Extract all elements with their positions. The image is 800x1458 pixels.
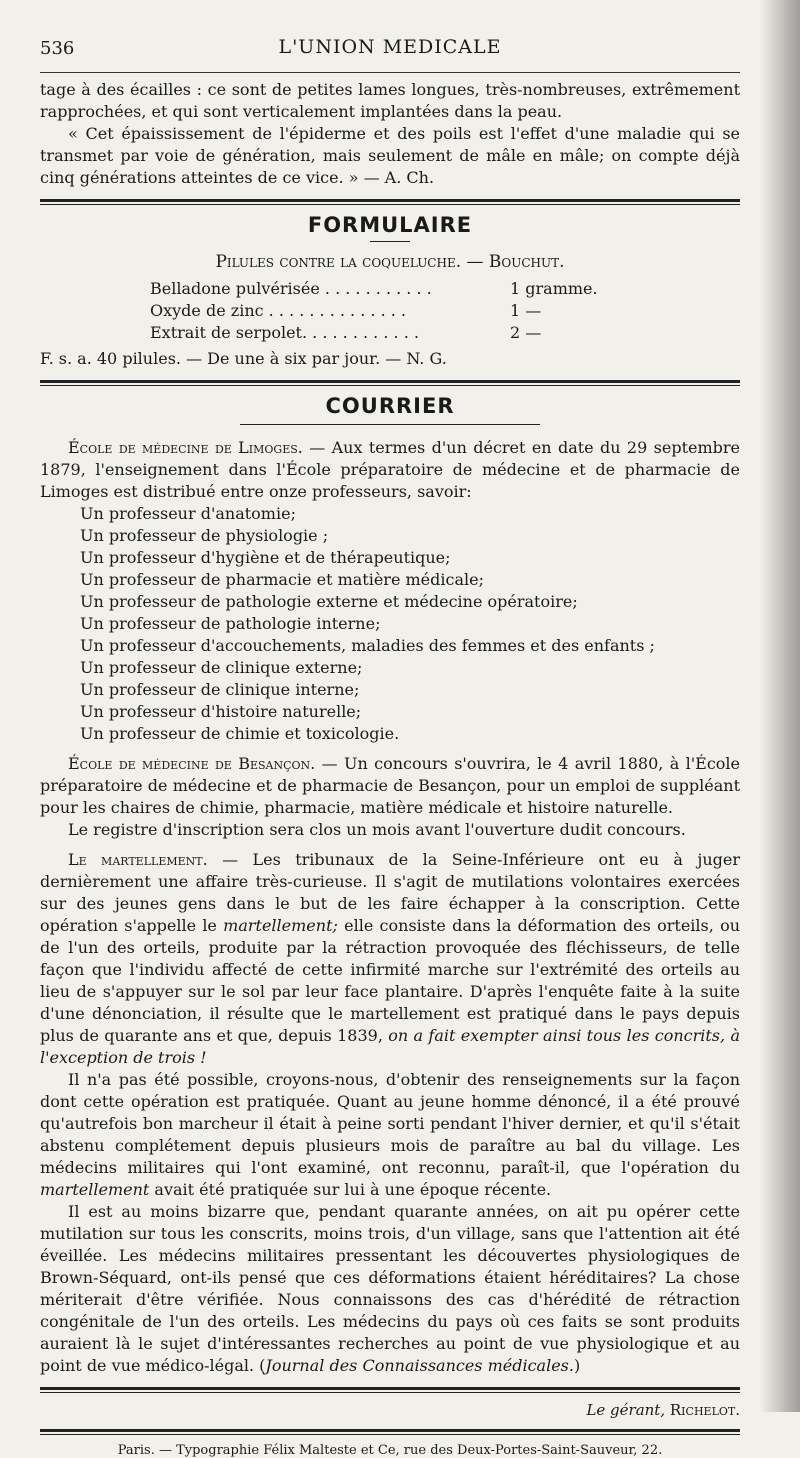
martellement-text: — Les tribunaux de la Seine-Inférieure ont eu à juger dernièrement une affaire très-curieuse. Il s'agit de mutilations volontaires exercées sur des jeunes gens dans le but de les faire échapper à la conscription. Cette opération s'appelle le: [40, 850, 740, 935]
list-item: Un professeur d'accouchements, maladies des femmes et des enfants ;: [80, 636, 655, 655]
paragraph-text: Il est au moins bizarre que, pendant quarante années, on ait pu opérer cette mutilation sur tous les conscrits, moins trois, d'un village, sans que l'attention ait été éveillée. Les médecins militaires pressentant les découvertes physiologiques de Brown-Séquard, ont-ils pensé que ces déformations étaient héréditaires? La chose mériterait d'être vérifiée. Nous connaissons des cas d'hérédité de rétraction congénitale de l'un des orteils. Les médecins du pays où ces faits se sont produits auraient là le sujet d'intéressantes recherches au point de vue physiologique et au point de vue médico-légal. (: [40, 1202, 740, 1375]
ingredient-quantity: 1 —: [510, 301, 542, 320]
signature-label: Le gérant,: [586, 1401, 666, 1419]
quote-paragraph: « Cet épaississement de l'épiderme et des poils est l'effet d'une maladie qui se transmet par voie de génération, mais seulement de mâle en mâle; on compte déjà cinq générations atteintes de ce vice. » — A. Ch.: [40, 124, 740, 187]
signature: [40, 1401, 740, 1419]
signature-name: Richelot.: [669, 1401, 740, 1419]
limoges-lead: École de médecine de Limoges.: [68, 438, 303, 457]
section-divider: [40, 199, 740, 205]
section-divider: [40, 1429, 740, 1435]
limoges-text: — Aux termes d'un décret en date du 29 septembre 1879, l'enseignement dans l'École préparatoire de médecine et de pharmacie de Limoges est distribué entre onze professeurs, savoir:: [40, 438, 740, 501]
list-item: Un professeur de physiologie ;: [80, 526, 329, 545]
recipe-ingredient: [40, 300, 740, 322]
list-item: Un professeur de pharmacie et matière médicale;: [80, 570, 484, 589]
list-item: Un professeur de chimie et toxicologie.: [80, 724, 400, 743]
list-item: Un professeur de clinique externe;: [80, 658, 363, 677]
recipe-ingredient: [40, 278, 740, 300]
ingredient-name: Oxyde de zinc . . . . . . . . . . . . . .: [150, 301, 406, 320]
ingredient-name: Belladone pulvérisée . . . . . . . . . . .: [150, 279, 432, 298]
section-divider: [40, 380, 740, 386]
recipe-ingredient: [40, 322, 740, 344]
ingredient-quantity: 2 —: [510, 323, 542, 342]
professor-list: [40, 503, 740, 745]
paragraph-text: ): [573, 1356, 581, 1375]
list-item: Un professeur d'anatomie;: [80, 504, 296, 523]
page-edge-shadow: [760, 0, 800, 1412]
besancon-registration: Le registre d'inscription sera clos un mois avant l'ouverture dudit concours.: [68, 820, 686, 839]
recipe-note: F. s. a. 40 pilules. — De une à six par jour. — N. G.: [40, 349, 447, 368]
continued-paragraph: tage à des écailles : ce sont de petites lames longues, très-nombreuses, extrêmement rapprochées, et qui sont verticalement implantées dans la peau.: [40, 80, 740, 121]
list-item: Un professeur de clinique interne;: [80, 680, 360, 699]
martellement-lead: Le martellement.: [68, 850, 208, 869]
journal-title: L'UNION MEDICALE: [278, 36, 502, 58]
journal-page: [40, 28, 740, 1458]
paragraph-text: avait été pratiquée sur lui à une époque récente.: [149, 1180, 552, 1199]
martellement-emphasis: on a fait exempter ainsi tous les concrits, à l'exception de trois !: [40, 1026, 740, 1067]
martellement-term: martellement: [40, 1180, 150, 1199]
besancon-paragraph: [40, 753, 740, 819]
header-rule: [40, 72, 740, 73]
martellement-paragraph-2: [40, 1069, 740, 1201]
ingredient-name: Extrait de serpolet. . . . . . . . . . . .: [150, 323, 419, 342]
printer-imprint: Paris. — Typographie Félix Malteste et Ce, rue des Deux-Portes-Saint-Sauveur, 22.: [117, 1443, 663, 1458]
heading-underline: [370, 241, 410, 242]
courrier-heading: COURRIER: [325, 394, 455, 418]
page-number: 536: [40, 38, 75, 59]
heading-underline: [240, 424, 540, 425]
recipe-title: Pilules contre la coqueluche. — Bouchut.: [215, 252, 565, 272]
list-item: Un professeur de pathologie externe et médecine opératoire;: [80, 592, 578, 611]
paragraph-text: Il n'a pas été possible, croyons-nous, d'obtenir des renseignements sur la façon dont cette opération est pratiquée. Quant au jeune homme dénoncé, il a été prouvé qu'autrefois bon marcheur il était à peine sorti pendant l'hiver dernier, et qu'il s'était abstenu complétement depuis plusieurs mois de paraître au bal du village. Les médecins militaires qui l'ont examiné, ont reconnu, paraît-il, que l'opération du: [40, 1070, 740, 1177]
formulaire-heading: FORMULAIRE: [307, 213, 473, 237]
martellement-term: martellement;: [223, 916, 338, 935]
section-divider: [40, 1387, 740, 1393]
list-item: Un professeur d'hygiène et de thérapeutique;: [80, 548, 451, 567]
ingredient-quantity: 1 gramme.: [510, 279, 598, 298]
running-head: [40, 28, 740, 68]
besancon-text: — Un concours s'ouvrira, le 4 avril 1880, à l'École préparatoire de médecine et de pharmacie de Besançon, pour un emploi de suppléant pour les chaires de chimie, pharmacie, matière médicale et histoire naturelle.: [40, 754, 741, 817]
martellement-paragraph: [40, 849, 740, 1069]
list-item: Un professeur d'histoire naturelle;: [80, 702, 362, 721]
source-citation: Journal des Connaissances médicales.: [265, 1356, 574, 1375]
limoges-paragraph: [40, 437, 740, 503]
list-item: Un professeur de pathologie interne;: [80, 614, 381, 633]
martellement-text: elle consiste dans la déformation des orteils, ou de l'un des orteils, produite par la rétraction provoquée des fléchisseurs, de telle façon que l'individu affecté de cette infirmité marche sur l'extrémité des orteils au lieu de s'appuyer sur le sol par leur face plantaire. D'après l'enquête faite à la suite d'une dénonciation, il résulte que le martellement est pratiqué dans le pays depuis plus de quarante ans et que, depuis 1839,: [40, 916, 741, 1045]
martellement-paragraph-3: [40, 1201, 740, 1377]
besancon-lead: École de médecine de Besançon.: [68, 754, 316, 773]
